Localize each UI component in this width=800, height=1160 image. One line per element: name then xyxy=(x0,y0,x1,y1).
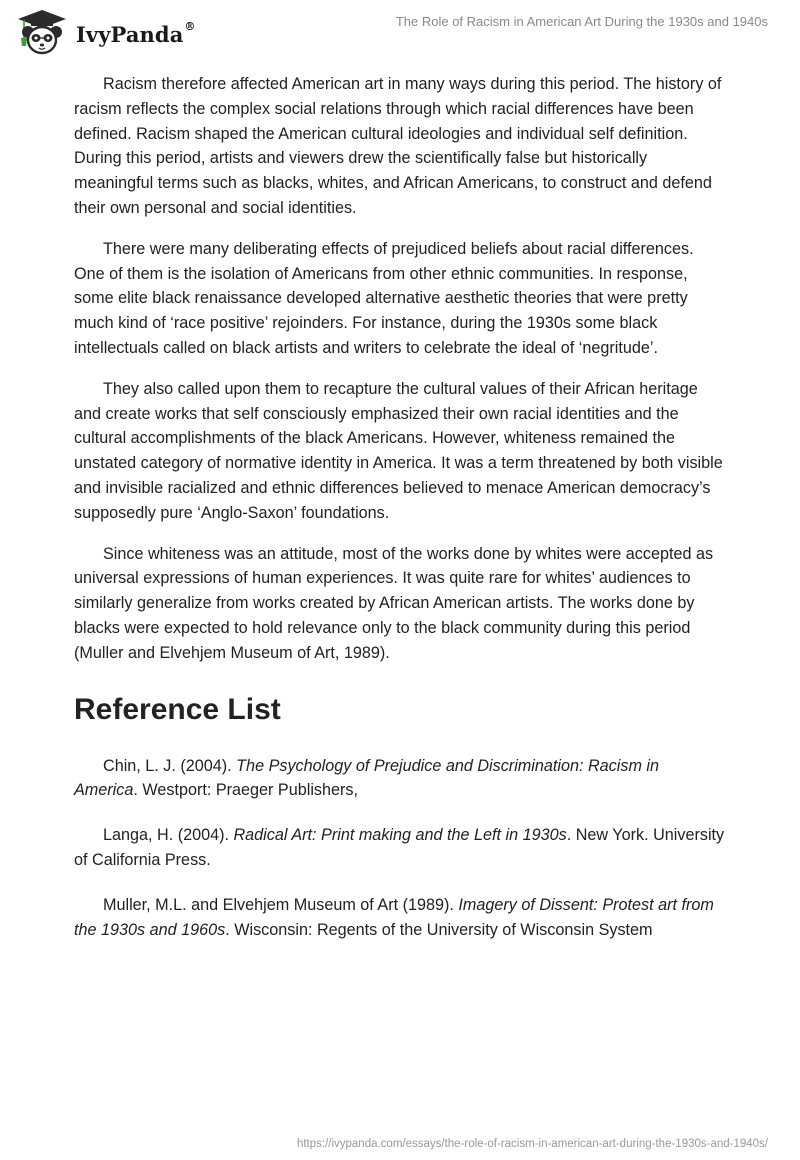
reference-publisher: . New York. University of California Press. xyxy=(74,826,725,869)
reference-publisher: . Westport: Praeger Publishers, xyxy=(133,781,359,800)
reference-entry xyxy=(74,823,726,873)
reference-title: The Psychology of Prejudice and Discrimination: Racism in America xyxy=(74,756,660,800)
reference-publisher: . Wisconsin: Regents of the University of Wisconsin System xyxy=(225,920,653,939)
reference-authors: Langa, H. (2004). xyxy=(103,826,234,845)
body-paragraph: There were many deliberating effects of prejudiced beliefs about racial differences. One of them is the isolation of Americans from other ethnic communities. In response, some elite black renaissance developed alternative aesthetic theories that were pretty much kind of ‘race positive’ rejoinders. For instance, during the 1930s some black intellectuals called on black artists and writers to celebrate the ideal of ‘negritude’. xyxy=(74,239,694,357)
reference-list-heading: Reference List xyxy=(74,692,281,726)
brand-logo[interactable] xyxy=(14,8,196,56)
reference-authors: Muller, M.L. and Elvehjem Museum of Art (1989). xyxy=(103,895,459,914)
reference-entry xyxy=(74,754,726,804)
body-paragraph: Racism therefore affected American art in many ways during this period. The history of racism reflects the complex social relations through which racial differences have been defined. Racism shaped the American cultural ideologies and individual self definition. During this period, artists and viewers drew the scientifically false but historically meaningful terms such as blacks, whites, and African Americans, to construct and defend their own personal and social identities. xyxy=(74,75,722,217)
reference-entry xyxy=(74,893,726,943)
reference-title: Imagery of Dissent: Protest art from the 1930s and 1960s xyxy=(74,895,714,939)
reference-authors: Chin, L. J. (2004). xyxy=(103,756,237,775)
brand-name: IvyPanda® xyxy=(76,19,196,47)
body-paragraph: Since whiteness was an attitude, most of the works done by whites were accepted as universal expressions of human experiences. It was quite rare for whites’ audiences to similarly generalize from works created by African American artists. The works done by blacks were expected to hold relevance only to the black community during this period (Muller and Elvehjem Museum of Art, 1989). xyxy=(74,544,714,662)
running-title: The Role of Racism in American Art During the 1930s and 1940s xyxy=(395,14,768,29)
body-paragraph: They also called upon them to recapture the cultural values of their African heritage and create works that self consciously emphasized their own racial identities and the cultural accomplishments of the black Americans. However, whiteness remained the unstated category of normative identity in America. It was a term threatened by both visible and invisible racialized and ethnic differences believed to menace American democracy’s supposedly pure ‘Anglo-Saxon’ foundations. xyxy=(74,379,723,522)
page-header xyxy=(0,0,800,60)
panda-graduate-icon xyxy=(14,8,70,56)
registered-mark: ® xyxy=(184,19,196,33)
reference-title: Radical Art: Print making and the Left in 1930s xyxy=(233,826,567,845)
source-url[interactable]: https://ivypanda.com/essays/the-role-of-racism-in-american-art-during-the-1930s-and-1940s/ xyxy=(296,1138,768,1150)
essay-content xyxy=(74,72,726,962)
